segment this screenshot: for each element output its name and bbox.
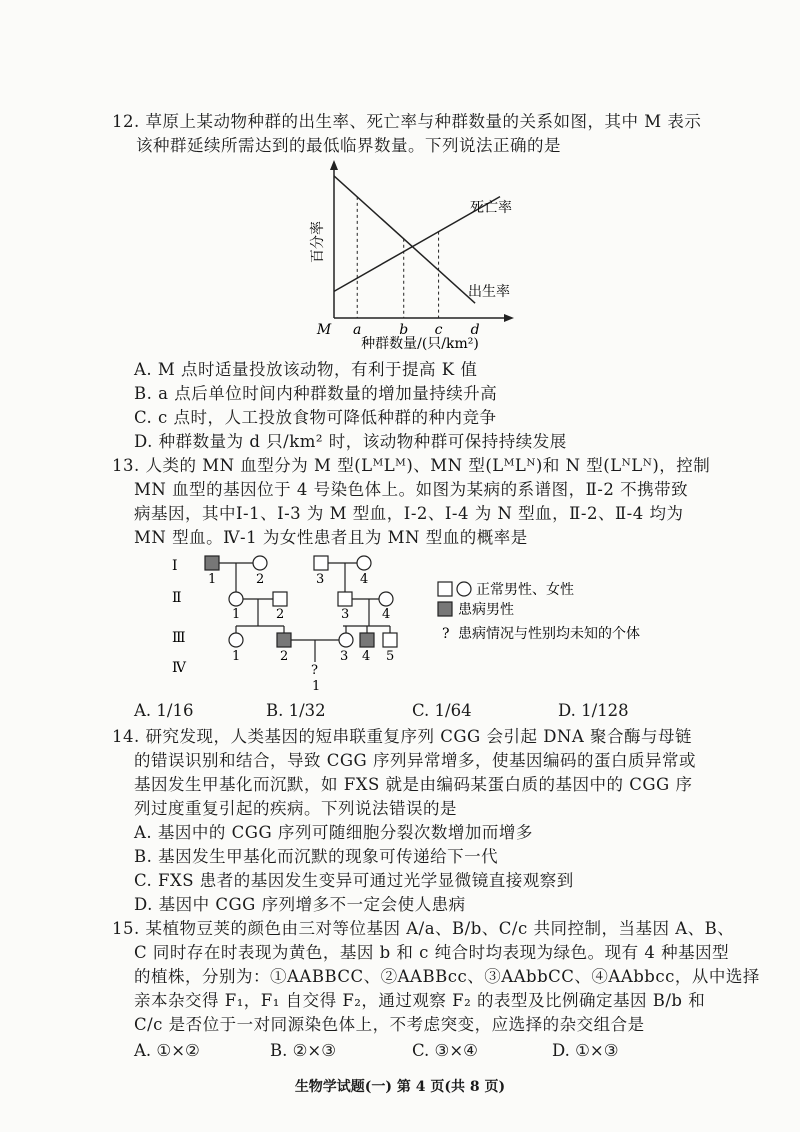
q12-line-2: 该种群延续所需达到的最低临界数量。下列说法正确的是	[136, 136, 561, 155]
gen3-num-1: 1	[232, 649, 241, 664]
q12-option-b: B. a 点后单位时间内种群数量的增加量持续升高	[134, 384, 498, 403]
q15-option-b: B. ②×③	[270, 1041, 337, 1060]
q15-line-5: C/c 是否位于一对同源染色体上，不考虑突变，应选择的杂交组合是	[134, 1015, 645, 1034]
gen3-num-2: 2	[280, 649, 289, 664]
q15-line-3: 的植株，分别为：①AABBCC、②AABBcc、③AAbbCC、④AAbbcc，从中选择	[134, 967, 760, 986]
legend-affected-label: 患病男性	[458, 602, 514, 618]
series-line-birth	[334, 176, 475, 303]
gen3-male-4-affected	[360, 633, 374, 647]
q14-line-2: 的错误识别和结合，导致 CGG 序列异常增多，使基因编码的蛋白质异常或	[134, 751, 696, 770]
x-tick-a: a	[353, 322, 362, 338]
q15-line-4: 亲本杂交得 F₁，F₁ 自交得 F₂，通过观察 F₂ 的表型及比例确定基因 B/b 和	[134, 991, 706, 1010]
gen1-male-3	[314, 556, 328, 570]
x-tick-d: d	[470, 322, 480, 338]
q15-option-c: C. ③×④	[412, 1041, 478, 1060]
gen-label-4: Ⅳ	[172, 660, 186, 676]
legend-normal-label: 正常男性、女性	[476, 582, 574, 598]
gen1-male-1-affected	[205, 556, 219, 570]
legend-unknown-symbol: ?	[442, 626, 450, 642]
q13-line-3: 病基因，其中Ⅰ-1、Ⅰ-3 为 M 型血，Ⅰ-2、Ⅰ-4 为 N 型血，Ⅱ-2、Ⅱ-4 均为	[134, 504, 684, 523]
q13-line-4: MN 型血。Ⅳ-1 为女性患者且为 MN 型血的概率是	[134, 528, 528, 547]
gen2-num-1: 1	[232, 607, 241, 622]
q15-line-2: C 同时存在时表现为黄色，基因 b 和 c 纯合时均表现为绿色。现有 4 种基因型	[134, 943, 730, 962]
series-label-death: 死亡率	[470, 200, 512, 216]
population-chart	[300, 160, 540, 360]
gen1-female-2	[253, 556, 267, 570]
q15-line-1: 15. 某植物豆荚的颜色由三对等位基因 A/a、B/b、C/c 共同控制，当基因 A、B、	[112, 919, 735, 938]
q15-option-a: A. ①×②	[134, 1041, 200, 1060]
q14-line-3: 基因发生甲基化而沉默，如 FXS 就是由编码某蛋白质的基因中的 CGG 序	[134, 775, 693, 794]
q12-line-1: 12. 草原上某动物种群的出生率、死亡率与种群数量的关系如图，其中 M 表示	[112, 112, 702, 131]
gen2-num-2: 2	[276, 607, 285, 622]
gen3-num-3: 3	[340, 649, 349, 664]
q12-option-d: D. 种群数量为 d 只/km² 时，该动物种群可保持持续发展	[134, 432, 567, 451]
q13-option-d: D. 1/128	[558, 701, 629, 720]
q12-option-c: C. c 点时，人工投放食物可降低种群的种内竞争	[134, 408, 497, 427]
q13-option-c: C. 1/64	[412, 701, 472, 720]
series-label-birth: 出生率	[468, 284, 510, 300]
gen1-num-1: 1	[208, 572, 217, 587]
x-axis-arrow	[504, 314, 514, 322]
x-tick-c: c	[434, 322, 443, 338]
x-axis-label: 种群数量/(只/km²)	[361, 336, 479, 352]
gen3-num-4: 4	[362, 649, 371, 664]
x-tick-M: M	[316, 322, 332, 338]
q14-line-1: 14. 研究发现，人类基因的短串联重复序列 CGG 会引起 DNA 聚合酶与母链	[112, 727, 693, 746]
q14-option-a: A. 基因中的 CGG 序列可随细胞分裂次数增加而增多	[134, 823, 533, 842]
pedigree-diagram	[160, 550, 720, 700]
page-footer: 生物学试题(一) 第 4 页(共 8 页)	[294, 1079, 506, 1095]
legend-unknown-label: 患病情况与性别均未知的个体	[458, 626, 640, 642]
legend-normal-female	[457, 582, 471, 596]
gen2-female-4	[379, 592, 393, 606]
x-tick-b: b	[399, 322, 409, 338]
gen3-male-2-affected	[277, 633, 291, 647]
gen4-num-1: 1	[312, 679, 321, 694]
gen1-num-4: 4	[360, 572, 369, 587]
q14-option-c: C. FXS 患者的基因发生变异可通过光学显微镜直接观察到	[134, 871, 574, 890]
gen3-male-5	[383, 633, 397, 647]
gen1-female-4	[357, 556, 371, 570]
q13-option-a: A. 1/16	[134, 701, 194, 720]
gen1-num-3: 3	[316, 572, 325, 587]
legend-normal-male	[438, 582, 452, 596]
gen2-num-3: 3	[341, 607, 350, 622]
gen3-num-5: 5	[386, 649, 395, 664]
y-axis-label: 百分率	[310, 221, 326, 263]
q13-line-2: MN 血型的基因位于 4 号染色体上。如图为某病的系谱图，Ⅱ-2 不携带致	[134, 480, 689, 499]
gen3-female-3	[339, 633, 353, 647]
q14-line-4: 列过度重复引起的疾病。下列说法错误的是	[134, 799, 457, 818]
q13-line-1: 13. 人类的 MN 血型分为 M 型(LᴹLᴹ)、MN 型(LᴹLᴺ)和 N 型(LᴺLᴺ)，控制	[112, 456, 711, 475]
gen4-unknown-symbol: ?	[311, 663, 318, 678]
q12-option-a: A. M 点时适量投放该动物，有利于提高 K 值	[134, 360, 478, 379]
q14-option-d: D. 基因中 CGG 序列增多不一定会使人患病	[134, 895, 466, 914]
gen3-female-1	[229, 633, 243, 647]
legend-affected-male	[438, 602, 452, 616]
gen2-male-2	[273, 592, 287, 606]
y-axis-arrow	[330, 160, 338, 170]
gen2-female-1	[229, 592, 243, 606]
gen-label-2: Ⅱ	[172, 590, 182, 606]
gen-label-3: Ⅲ	[172, 630, 186, 646]
q14-option-b: B. 基因发生甲基化而沉默的现象可传递给下一代	[134, 847, 499, 866]
gen2-male-3	[338, 592, 352, 606]
gen1-num-2: 2	[256, 572, 265, 587]
q15-option-d: D. ①×③	[552, 1041, 619, 1060]
q13-option-b: B. 1/32	[266, 701, 326, 720]
gen-label-1: Ⅰ	[172, 558, 178, 574]
gen2-num-4: 4	[382, 607, 391, 622]
